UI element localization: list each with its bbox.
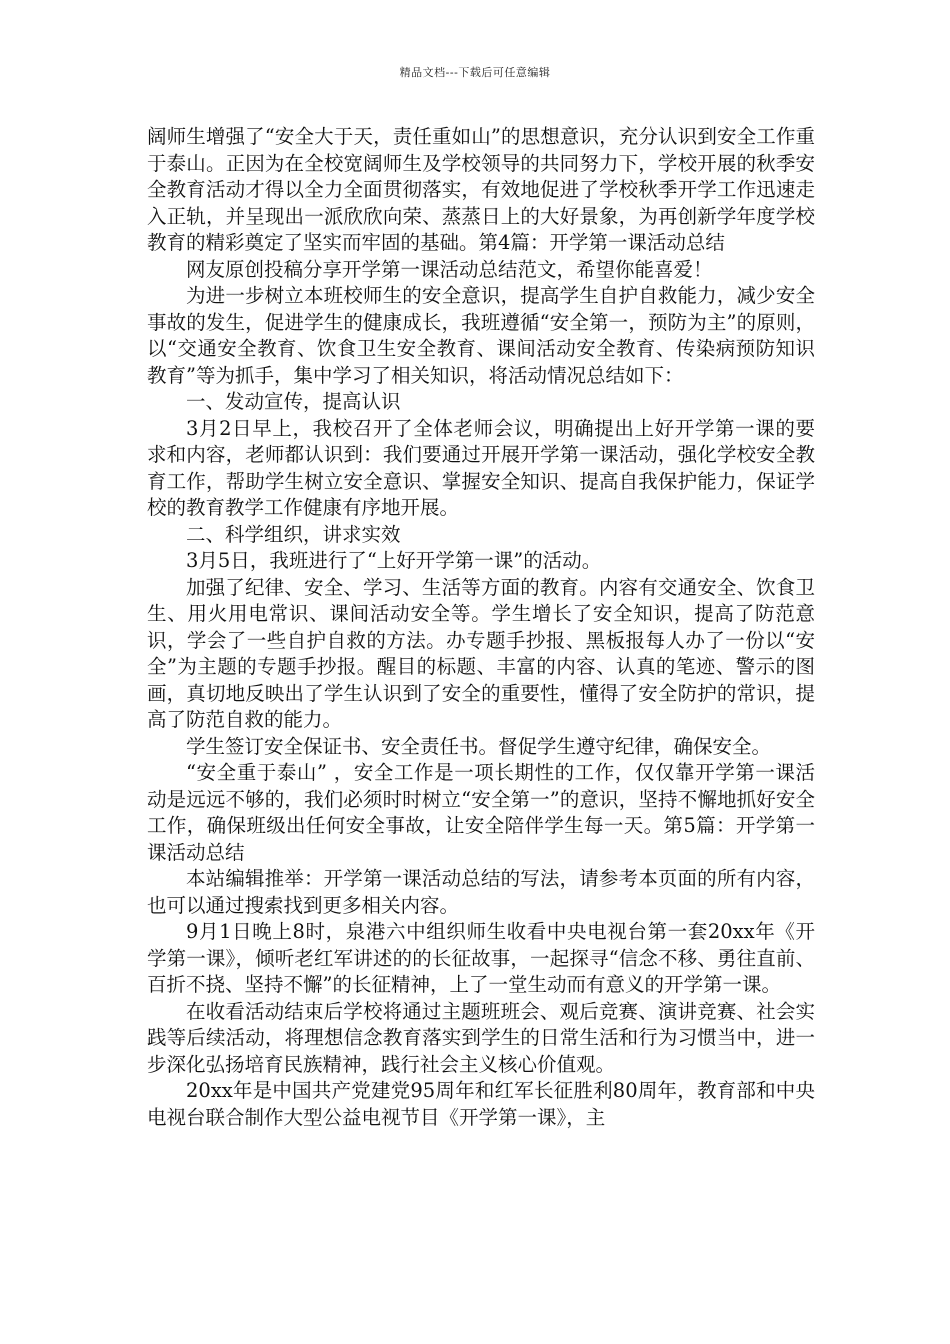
paragraph: 为进一步树立本班校师生的安全意识，提高学生自护自救能力，减少安全事故的发生，促进学生的健康成长，我班遵循“安全第一，预防为主”的原则，以“交通安全教育、饮食卫生安全教育、课间活动安全教育、传染病预防知识教育”等为抓手，集中学习了相关知识，将活动情况总结如下：: [147, 284, 815, 387]
paragraph: 网友原创投稿分享开学第一课活动总结范文，希望你能喜爱！: [186, 257, 713, 281]
paragraph: 本站编辑推举：开学第一课活动总结的写法，请参考本页面的所有内容，也可以通过搜索找到更多相关内容。: [147, 867, 815, 917]
section-heading: 一、发动宣传，提高认识: [186, 390, 401, 413]
paragraph: 在收看活动结束后学校将通过主题班班会、观后竞赛、演讲竞赛、社会实践等后续活动，将理想信念教育落实到学生的日常生活和行为习惯当中，进一步深化弘扬培育民族精神，践行社会主义核心价值观。: [147, 999, 815, 1076]
paragraph: 阔师生增强了“安全大于天，责任重如山”的思想意识，充分认识到安全工作重于泰山。正因为在全校宽阔师生及学校领导的共同努力下，学校开展的秋季安全教育活动才得以全力全面贯彻落实，有效地促进了学校秋季开学工作迅速走入正轨，并呈现出一派欣欣向荣、蒸蒸日上的大好景象，为再创新学年度学校教育的精彩奠定了坚实而牢固的基础。第4篇：开学第一课活动总结: [147, 125, 815, 254]
paragraph: 20xx年是中国共产党建党95周年和红军长征胜利80周年，教育部和中央电视台联合制作大型公益电视节目《开学第一课》，主: [147, 1079, 815, 1129]
page-header: 精品文档---下载后可任意编辑: [399, 66, 551, 79]
paragraph: 9月1日晚上8时，泉港六中组织师生收看中央电视台第一套20xx年《开学第一课》，倾听老红军讲述的的长征故事，一起探寻“信念不移、勇往直前、百折不挠、坚持不懈”的长征精神，上了一堂生动而有意义的开学第一课。: [147, 920, 815, 996]
document-body: [147, 124, 815, 1131]
paragraph: 加强了纪律、安全、学习、生活等方面的教育。内容有交通安全、饮食卫生、用火用电常识、课间活动安全等。学生增长了安全知识，提高了防范意识，学会了一些自护自救的方法。办专题手抄报、黑板报每人办了一份以“安全”为主题的专题手抄报。醒目的标题、丰富的内容、认真的笔迹、警示的图画，真切地反映出了学生认识到了安全的重要性，懂得了安全防护的常识，提高了防范自救的能力。: [147, 575, 815, 731]
paragraph: 学生签订安全保证书、安全责任书。督促学生遵守纪律，确保安全。: [186, 734, 772, 758]
paragraph: 3月2日早上，我校召开了全体老师会议，明确提出上好开学第一课的要求和内容，老师都认识到：我们要通过开展开学第一课活动，强化学校安全教育工作，帮助学生树立安全意识、掌握安全知识、提高自我保护能力，保证学校的教育教学工作健康有序地开展。: [147, 416, 815, 519]
paragraph: 3月5日，我班进行了“上好开学第一课”的活动。: [186, 549, 602, 572]
paragraph: “安全重于泰山” ，安全工作是一项长期性的工作，仅仅靠开学第一课活动是远远不够的，我们必须时时树立“安全第一”的意识，坚持不懈地抓好安全工作，确保班级出任何安全事故，让安全陪伴学生每一天。第5篇：开学第一课活动总结: [147, 761, 815, 864]
section-heading: 二、科学组织，讲求实效: [186, 522, 401, 546]
